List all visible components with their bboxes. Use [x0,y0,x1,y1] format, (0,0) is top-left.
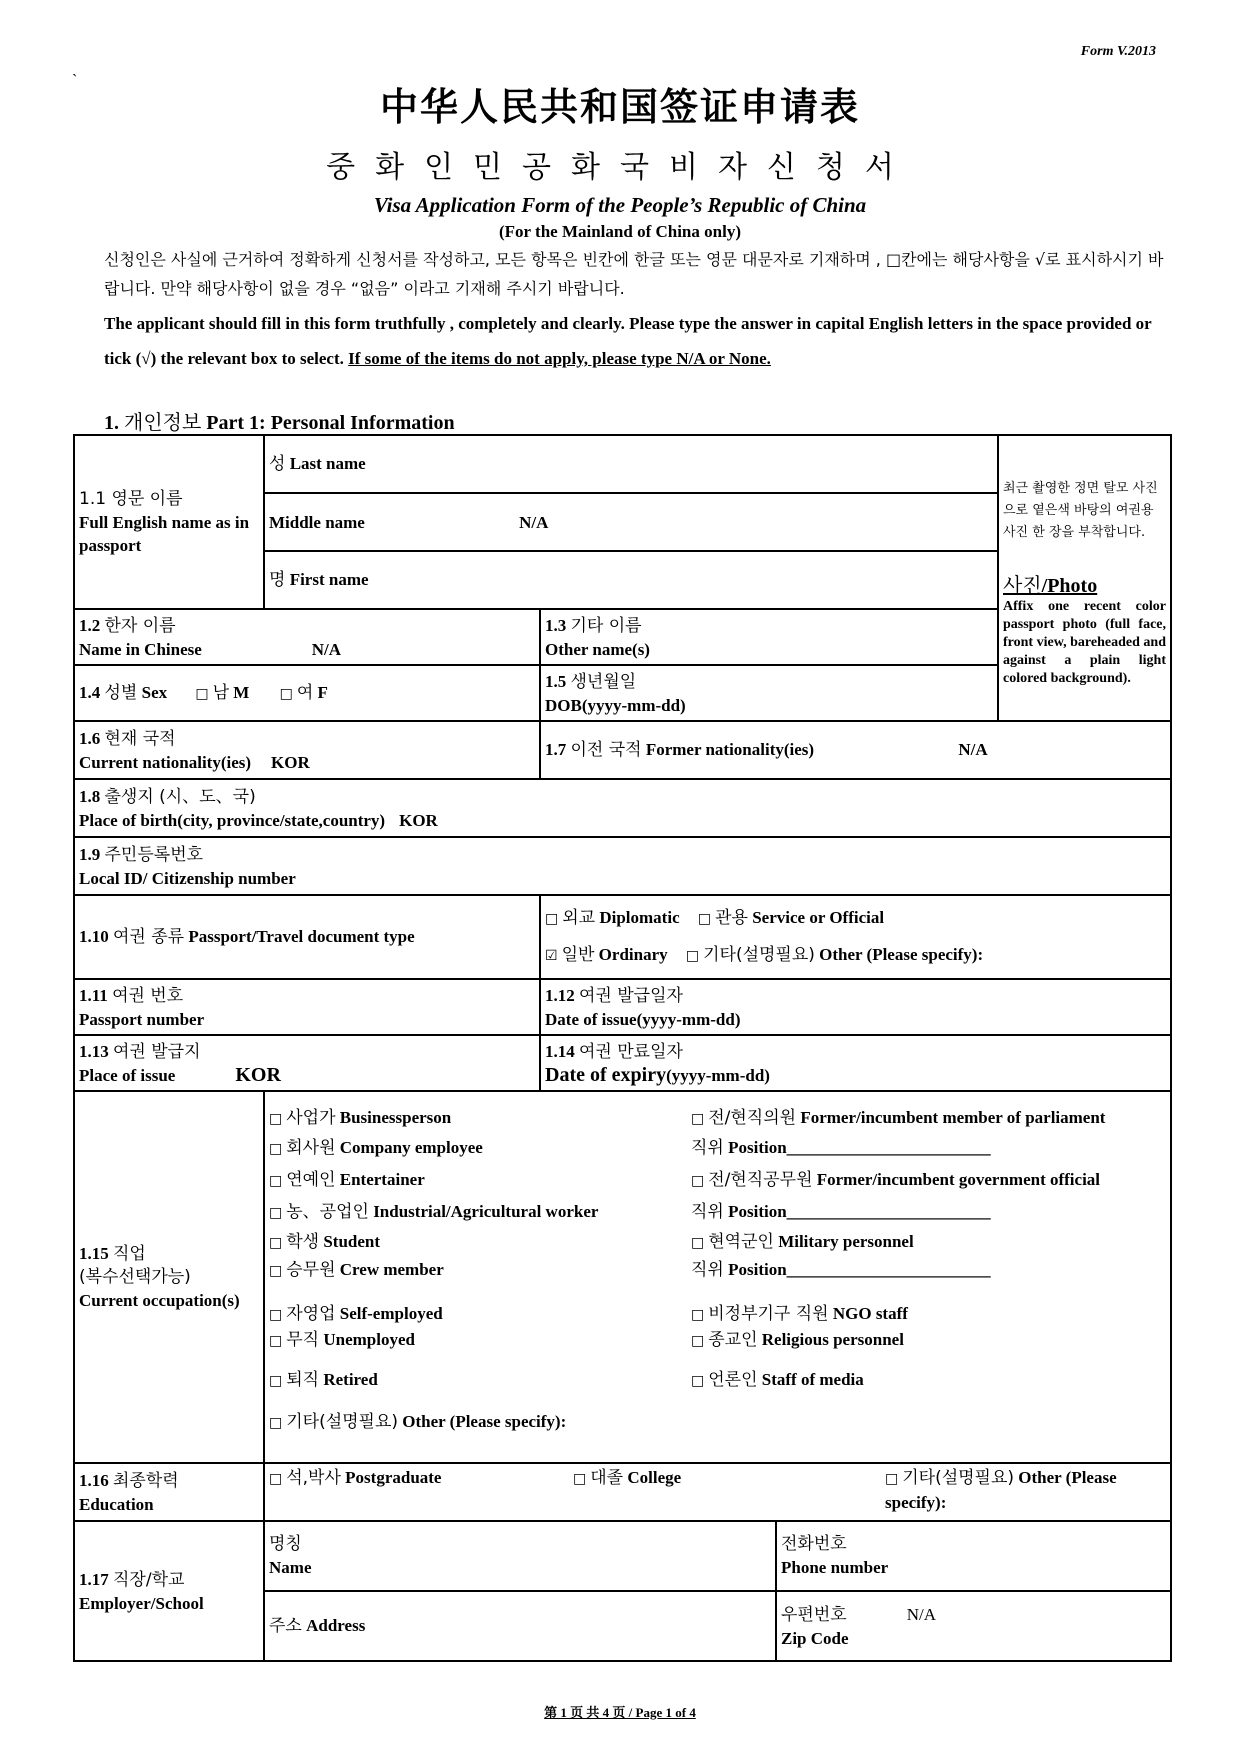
field-1-3-en: Other name(s) [545,639,650,659]
field-1-15-ko-sub: (복수선택가능) [79,1267,191,1287]
employer-address-ko: 주소 [269,1616,302,1636]
edu-college-ko: 대졸 [590,1468,624,1488]
field-1-12-ko: 여권 발급일자 [579,985,683,1006]
sex-male-checkbox[interactable]: □ [195,685,209,702]
doc-type-diplomatic-en: Diplomatic [599,908,680,927]
field-1-3[interactable] [540,609,998,665]
part1-korean: 개인정보 [124,410,202,434]
doc-type-ordinary-checkbox-checked[interactable]: ☑ [545,948,558,964]
education-options [264,1463,1171,1521]
field-1-5-num: 1.5 [545,671,567,691]
doc-type-diplomatic-ko: 외교 [562,908,596,928]
occupation-position-2-ko: 직위 [691,1138,724,1158]
middle-name-label: Middle name [269,512,365,532]
first-name-label: First name [289,570,369,589]
occupation-right-1-checkbox[interactable]: □ [691,1111,705,1127]
edu-other-en: Other (Please specify): [885,1468,1117,1512]
field-1-9-ko: 주민등록번호 [104,844,204,865]
field-1-7-value: N/A [958,740,988,759]
last-name-field[interactable] [264,435,998,493]
occupation-right-5[interactable] [691,1230,914,1255]
occupation-right-9-ko: 언론인 [708,1370,758,1390]
occupation-left-8-checkbox[interactable]: □ [269,1333,283,1349]
occupation-left-4-en: Industrial/Agricultural worker [373,1202,599,1221]
field-1-14-ko: 여권 만료일자 [579,1041,683,1062]
field-1-10-ko: 여권 종류 [113,927,185,947]
doc-type-service-checkbox[interactable]: □ [697,911,712,927]
doc-type-other-ko: 기타(설명필요) [703,945,815,965]
employer-name-en: Name [269,1558,312,1577]
occupation-left-2-checkbox[interactable]: □ [269,1141,283,1157]
field-1-2-ko: 한자 이름 [104,615,176,636]
field-1-16-en: Education [79,1494,154,1514]
sex-female-en: F [317,682,328,702]
field-1-2-value: N/A [311,639,342,659]
occupation-left-6-en: Crew member [339,1260,444,1279]
field-1-17-num: 1.17 [79,1569,109,1589]
occupation-position-6-en: Position________________________ [728,1260,991,1279]
field-1-13[interactable] [74,1035,540,1091]
occupation-position-4-ko: 직위 [691,1202,724,1222]
intro-korean: 신청인은 사실에 근거하여 정확하게 신청서를 작성하고, 모든 항목은 빈칸에 한글 또는 영문 대문자로 기재하며 , □칸에는 해당사항을 √로 표시하시기 바랍니다. 만약 해당사항이 없을 경우 “없음” 이라고 기재해 주시기 바랍니다. [104,250,1164,298]
edu-postgraduate-ko: 석,박사 [286,1468,341,1488]
occupation-left-2[interactable] [269,1136,483,1161]
edu-college[interactable] [573,1466,681,1491]
part1-english: Part 1: Personal Information [206,412,455,434]
field-1-4-num: 1.4 [79,682,101,702]
photo-title [1003,574,1166,598]
field-1-14-num: 1.14 [545,1041,575,1061]
field-1-9-en: Local ID/ Citizenship number [79,868,296,888]
field-1-17-en: Employer/School [79,1593,204,1613]
occupation-right-8[interactable] [691,1328,904,1353]
field-1-15-label [74,1091,264,1463]
occupation-left-5[interactable] [269,1230,380,1255]
occupation-right-9[interactable] [691,1368,864,1393]
occupation-left-5-en: Student [323,1232,381,1251]
occupation-left-6-checkbox[interactable]: □ [269,1263,283,1279]
field-1-1-label-en: Full English name as in passport [79,512,250,555]
field-1-6[interactable] [74,721,540,779]
field-1-17-label [74,1521,264,1661]
field-1-9-num: 1.9 [79,844,101,864]
title-english: Visa Application Form of the People’s Republic of China [373,193,867,217]
occupation-grid [265,1092,1170,1462]
doc-type-other[interactable] [686,945,983,964]
field-1-15-en: Current occupation(s) [79,1291,240,1310]
photo-title-ko: 사진 [1003,573,1042,597]
middle-name-field[interactable] [264,493,998,551]
occupation-left-7-ko: 자영업 [286,1304,336,1324]
occupation-left-3[interactable] [269,1168,425,1193]
title-chinese: 中华人民共和国签证申请表 [379,85,860,129]
field-1-1-label [74,435,264,609]
employer-phone-field[interactable] [776,1521,1171,1591]
occupation-left-10-checkbox[interactable]: □ [269,1415,283,1431]
middle-name-value: N/A [519,512,549,532]
field-1-13-value: KOR [235,1063,281,1086]
occupation-left-7-checkbox[interactable]: □ [269,1307,283,1323]
edu-other-checkbox[interactable]: □ [885,1471,899,1487]
occupation-left-6[interactable] [269,1258,444,1283]
occupation-left-8[interactable] [269,1328,415,1353]
sex-male-option[interactable] [195,683,249,702]
occupation-left-9-ko: 퇴직 [286,1370,320,1390]
occupation-left-8-en: Unemployed [323,1330,415,1349]
occupation-left-4-checkbox[interactable]: □ [269,1205,283,1221]
field-1-7-en: Former nationality(ies) [645,740,815,759]
field-1-2-num: 1.2 [79,615,101,635]
field-1-12-en: Date of issue(yyyy-mm-dd) [545,1009,741,1029]
doc-type-other-checkbox[interactable]: □ [685,948,700,964]
part1-heading [104,406,455,435]
sex-female-checkbox[interactable]: □ [279,685,293,702]
occupation-right-3-ko: 전/현직공무원 [708,1170,813,1190]
field-1-2[interactable] [74,609,540,665]
employer-address-field[interactable] [264,1591,776,1661]
occupation-left-9-checkbox[interactable]: □ [269,1373,283,1389]
occupation-left-7-en: Self-employed [339,1304,443,1323]
doc-type-service-ko: 관용 [715,908,748,928]
field-1-6-num: 1.6 [79,728,101,748]
field-1-15-ko: 직업 [113,1244,146,1264]
edu-postgraduate-en: Postgraduate [345,1468,442,1487]
occupation-position-6-ko: 직위 [691,1260,724,1280]
field-1-9[interactable] [74,837,1171,895]
occupation-left-2-en: Company employee [339,1138,483,1157]
employer-name-field[interactable] [264,1521,776,1591]
photo-hint: 최근 촬영한 정면 탈모 사진으로 옅은색 바탕의 여권용 사진 한 장을 부착합니다. [1003,481,1158,540]
field-1-10-label [74,895,540,979]
field-1-4-en: Sex [141,682,168,702]
occupation-left-7[interactable] [269,1302,443,1327]
field-1-10-options [540,895,1171,979]
occupation-options [264,1091,1171,1463]
edu-other-ko: 기타(설명필요) [902,1468,1015,1488]
occupation-position-2 [691,1136,991,1160]
field-1-7[interactable] [540,721,1171,779]
occupation-left-3-ko: 연예인 [286,1170,336,1190]
occupation-left-10[interactable] [269,1410,566,1435]
employer-zip-value: N/A [906,1604,936,1624]
occupation-right-8-checkbox[interactable]: □ [691,1333,705,1349]
field-1-11-en: Passport number [79,1009,205,1029]
employer-name-ko: 명칭 [269,1534,302,1554]
occupation-left-3-checkbox[interactable]: □ [269,1173,283,1189]
field-1-2-en: Name in Chinese [79,639,202,659]
occupation-right-1-ko: 전/현직의원 [708,1108,797,1128]
edu-other[interactable] [885,1466,1145,1514]
occupation-right-7-checkbox[interactable]: □ [691,1307,705,1323]
sex-female-option[interactable] [280,683,328,702]
field-1-11[interactable] [74,979,540,1035]
intro-english-main: The applicant should fill in this form truthfully , completely and clearly. Please type the answer in capital English letters in the space provided or tick (√) the relevant box to select. [104,314,1152,368]
sex-male-en: M [233,682,250,702]
field-1-3-num: 1.3 [545,615,567,635]
field-1-11-num: 1.11 [79,985,108,1005]
edu-college-checkbox[interactable]: □ [573,1471,587,1487]
field-1-14-en: Date of expiry [545,1063,667,1086]
field-1-12-num: 1.12 [545,985,575,1005]
edu-postgraduate-checkbox[interactable]: □ [269,1471,283,1487]
doc-type-ordinary-en: Ordinary [598,945,668,964]
field-1-13-num: 1.13 [79,1041,109,1061]
occupation-left-1-en: Businessperson [339,1108,452,1127]
sex-female-ko: 여 [296,682,314,703]
doc-type-diplomatic[interactable] [545,908,680,927]
field-1-10-num: 1.10 [79,927,109,946]
field-1-7-num: 1.7 [545,740,567,759]
edu-college-en: College [627,1468,682,1487]
doc-type-other-en: Other (Please specify): [819,945,984,964]
occupation-left-6-ko: 승무원 [286,1260,336,1280]
first-name-ko: 명 [269,570,286,590]
occupation-left-8-ko: 무직 [286,1330,320,1350]
field-1-8[interactable] [74,779,1171,837]
field-1-15-num: 1.15 [79,1244,109,1263]
personal-info-table [73,434,1172,1662]
page-footer: 第 1 页 共 4 页 / Page 1 of 4 [544,1705,696,1720]
field-1-14[interactable] [540,1035,1171,1091]
employer-zip-field[interactable] [776,1591,1171,1661]
subtitle: (For the Mainland of China only) [499,222,741,241]
last-name-ko: 성 [269,454,286,474]
field-1-13-en: Place of issue [79,1065,176,1085]
occupation-left-3-en: Entertainer [339,1170,425,1189]
occupation-right-3-checkbox[interactable]: □ [691,1173,705,1189]
employer-address-en: Address [306,1616,366,1635]
field-1-8-ko: 출생지 (시、도、국) [104,786,256,807]
field-1-6-value: KOR [271,752,310,772]
doc-type-ordinary[interactable] [545,945,668,964]
occupation-right-3-en: Former/incumbent government official [816,1170,1101,1189]
occupation-right-1[interactable] [691,1106,1105,1131]
employer-phone-en: Phone number [781,1558,889,1577]
occupation-right-8-en: Religious personnel [761,1330,904,1349]
occupation-left-1-ko: 사업가 [286,1108,336,1128]
part1-number: 1. [104,412,119,434]
occupation-left-1[interactable] [269,1106,451,1131]
edu-postgraduate[interactable] [269,1468,441,1487]
doc-type-service-en: Service or Official [752,908,885,927]
occupation-right-5-en: Military personnel [778,1232,914,1251]
employer-phone-ko: 전화번호 [781,1534,847,1554]
field-1-6-en: Current nationality(ies) [79,752,252,772]
field-1-5[interactable] [540,665,998,721]
photo-box [998,435,1171,721]
field-1-12[interactable] [540,979,1171,1035]
field-1-4-ko: 성별 [104,682,138,703]
field-1-11-ko: 여권 번호 [112,985,184,1006]
occupation-right-5-ko: 현역군인 [708,1232,774,1252]
sex-male-ko: 남 [212,682,230,703]
employer-zip-en: Zip Code [781,1628,849,1648]
field-1-8-value: KOR [399,810,438,830]
occupation-right-9-checkbox[interactable]: □ [691,1373,705,1389]
occupation-left-9-en: Retired [323,1370,378,1389]
field-1-16-label [74,1463,264,1521]
occupation-right-1-en: Former/incumbent member of parliament [800,1108,1106,1127]
doc-type-diplomatic-checkbox[interactable]: □ [545,911,559,927]
field-1-5-ko: 생년월일 [570,671,637,692]
field-1-8-num: 1.8 [79,786,101,806]
stray-mark: ` [72,72,78,89]
field-1-16-num: 1.16 [79,1470,109,1490]
occupation-right-7-en: NGO staff [832,1304,908,1323]
occupation-left-9[interactable] [269,1368,378,1393]
field-1-7-ko: 이전 국적 [570,740,642,760]
field-1-13-ko: 여권 발급지 [113,1041,201,1062]
field-1-16-ko: 최종학력 [113,1470,179,1491]
intro-english-underlined: If some of the items do not apply, please type N/A or None. [348,349,771,368]
occupation-right-3[interactable] [691,1168,1100,1193]
occupation-left-1-checkbox[interactable]: □ [269,1111,283,1127]
field-1-14-format: (yyyy-mm-dd) [666,1065,770,1085]
occupation-position-4-en: Position________________________ [728,1202,991,1221]
field-1-6-ko: 현재 국적 [104,728,176,749]
occupation-right-9-en: Staff of media [761,1370,864,1389]
field-1-10-en: Passport/Travel document type [188,927,415,946]
first-name-field[interactable] [264,551,998,609]
occupation-right-7[interactable] [691,1302,908,1327]
occupation-left-4-ko: 농、공업인 [286,1202,369,1222]
occupation-position-2-en: Position________________________ [728,1138,991,1157]
occupation-left-5-ko: 학생 [286,1232,320,1252]
employer-zip-ko: 우편번호 [781,1604,847,1625]
occupation-left-4[interactable] [269,1200,598,1225]
title-korean: 중화인민공화국비자신청서 [326,150,914,185]
occupation-right-7-ko: 비정부기구 직원 [708,1304,829,1324]
occupation-left-10-en: Other (Please specify): [402,1412,567,1431]
occupation-right-5-checkbox[interactable]: □ [691,1235,705,1251]
form-version: Form V.2013 [1080,44,1156,59]
field-1-5-en: DOB(yyyy-mm-dd) [545,695,686,715]
occupation-left-10-ko: 기타(설명필요) [286,1412,399,1432]
doc-type-service[interactable] [698,908,884,927]
occupation-left-2-ko: 회사원 [286,1138,336,1158]
photo-title-en: /Photo [1041,575,1098,597]
occupation-left-5-checkbox[interactable]: □ [269,1235,283,1251]
doc-type-ordinary-ko: 일반 [561,945,595,965]
field-1-8-en: Place of birth(city, province/state,country) [79,810,386,830]
field-1-4 [74,665,540,721]
field-1-1-label-ko: 1.1 영문 이름 [79,488,183,509]
occupation-right-8-ko: 종교인 [708,1330,758,1350]
occupation-position-6 [691,1258,991,1282]
field-1-17-ko: 직장/학교 [113,1569,185,1590]
occupation-position-4 [691,1200,991,1224]
photo-description: Affix one recent color passport photo (full face, front view, bareheaded and against a plain light colored background). [1003,599,1166,686]
field-1-3-ko: 기타 이름 [570,615,642,636]
intro-english [104,306,1164,376]
last-name-label: Last name [289,454,366,473]
